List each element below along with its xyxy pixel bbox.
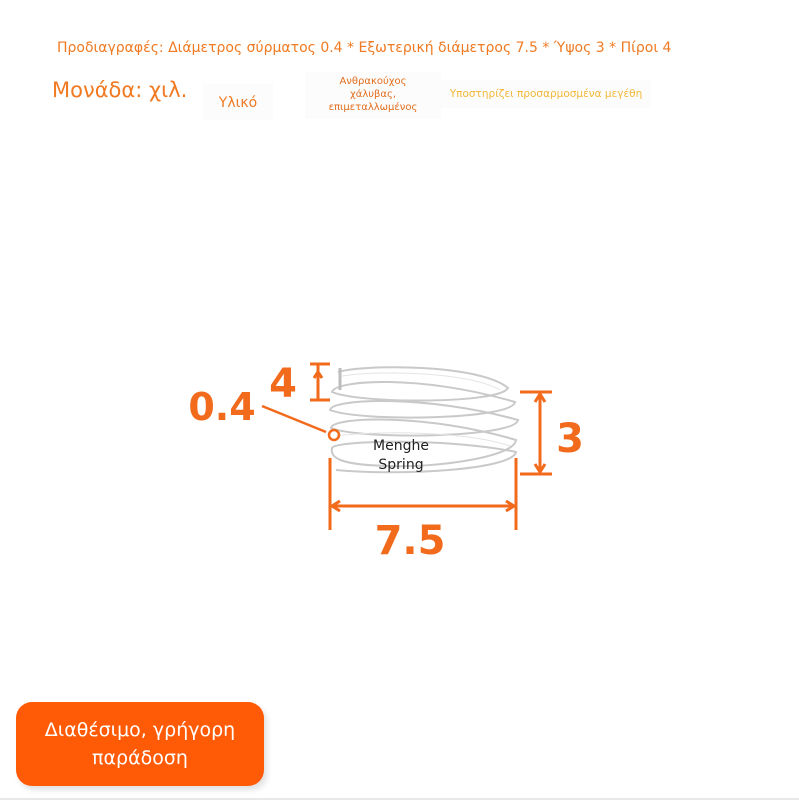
height-dimension bbox=[520, 392, 552, 474]
fast-delivery-badge bbox=[16, 702, 264, 786]
unit-label: Μονάδα: χιλ. bbox=[52, 78, 188, 102]
spring-coils bbox=[330, 367, 518, 472]
wire-diameter-callout bbox=[262, 406, 339, 440]
watermark-line: Spring bbox=[378, 457, 424, 473]
material-label: Υλικό bbox=[218, 95, 258, 111]
badge-line: Διαθέσιμο, γρήγορη bbox=[44, 719, 236, 741]
height-label: 3 bbox=[556, 416, 584, 462]
wire-leader bbox=[262, 406, 326, 432]
spring-wire bbox=[330, 367, 518, 472]
material-value-line: χάλυβας, bbox=[349, 89, 397, 100]
outer-diameter-label: 7.5 bbox=[374, 518, 446, 564]
watermark-line: Menghe bbox=[373, 438, 429, 454]
material-value-line: επιμεταλλωμένος bbox=[328, 102, 418, 113]
specs-line: Προδιαγραφές: Διάμετρος σύρματος 0.4 * Εξωτερική διάμετρος 7.5 * Ύψος 3 * Πίροι 4 bbox=[57, 40, 672, 56]
wire-marker bbox=[329, 430, 339, 440]
custom-size-label: Υποστηρίζει προσαρμοσμένα μεγέθη bbox=[449, 88, 643, 100]
coil-dimension bbox=[310, 364, 330, 400]
wire-diameter-label: 0.4 bbox=[188, 385, 256, 429]
badge-line: παράδοση bbox=[92, 747, 188, 769]
material-value-line: Ανθρακούχος bbox=[339, 76, 407, 87]
coil-count-label: 4 bbox=[269, 361, 297, 407]
